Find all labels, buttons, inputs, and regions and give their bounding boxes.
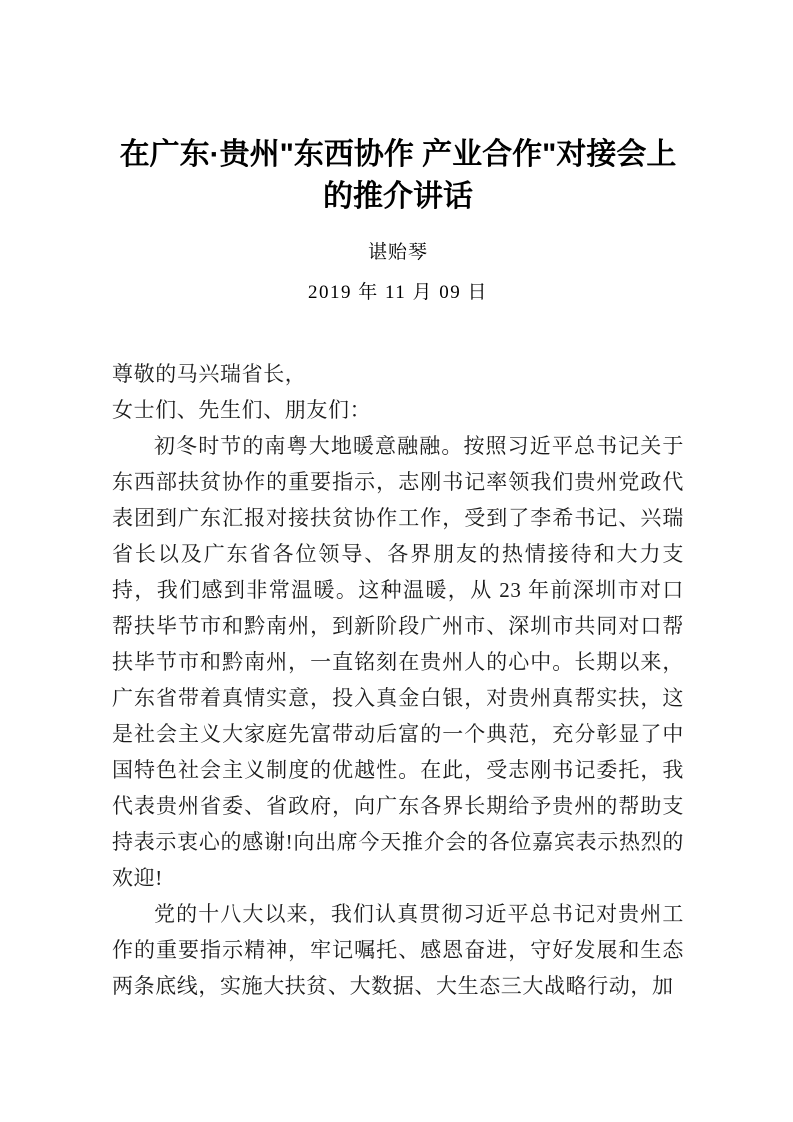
page-title: 在广东·贵州"东西协作 产业合作"对接会上的推介讲话	[119, 138, 677, 213]
body-paragraph-2: 党的十八大以来，我们认真贯彻习近平总书记对贵州工作的重要指示精神，牢记嘱托、感恩奋进，守好发展和生态两条底线，实施大扶贫、大数据、大生态三大战略行动，加	[112, 902, 684, 998]
salutation-line-1: 尊敬的马兴瑞省长，	[112, 362, 307, 386]
salutation-line-2: 女士们、先生们、朋友们：	[112, 398, 372, 422]
document-date: 2019 年 11 月 09 日	[307, 282, 489, 303]
document-content	[112, 0, 684, 1004]
document-author: 谌贻琴	[367, 242, 428, 263]
body-paragraph-1: 初冬时节的南粤大地暖意融融。按照习近平总书记关于东西部扶贫协作的重要指示，志刚书记率领我们贵州党政代表团到广东汇报对接扶贫协作工作，受到了李希书记、兴瑞省长以及广东省各位领导、各界朋友的热情接待和大力支持，我们感到非常温暖。这种温暖，从 23 年前深圳市对口帮扶毕节市和黔南州，到新阶段广州市、深圳市共同对口帮扶毕节市和黔南州，一直铭刻在贵州人的心中。长期以来，广东省带着真情实意，投入真金白银，对贵州真帮实扶，这是社会主义大家庭先富带动后富的一个典范，充分彰显了中国特色社会主义制度的优越性。在此，受志刚书记委托，我代表贵州省委、省政府，向广东各界长期给予贵州的帮助支持表示衷心的感谢!向出席今天推介会的各位嘉宾表示热烈的欢迎!	[112, 434, 684, 890]
document-body	[112, 306, 684, 1004]
